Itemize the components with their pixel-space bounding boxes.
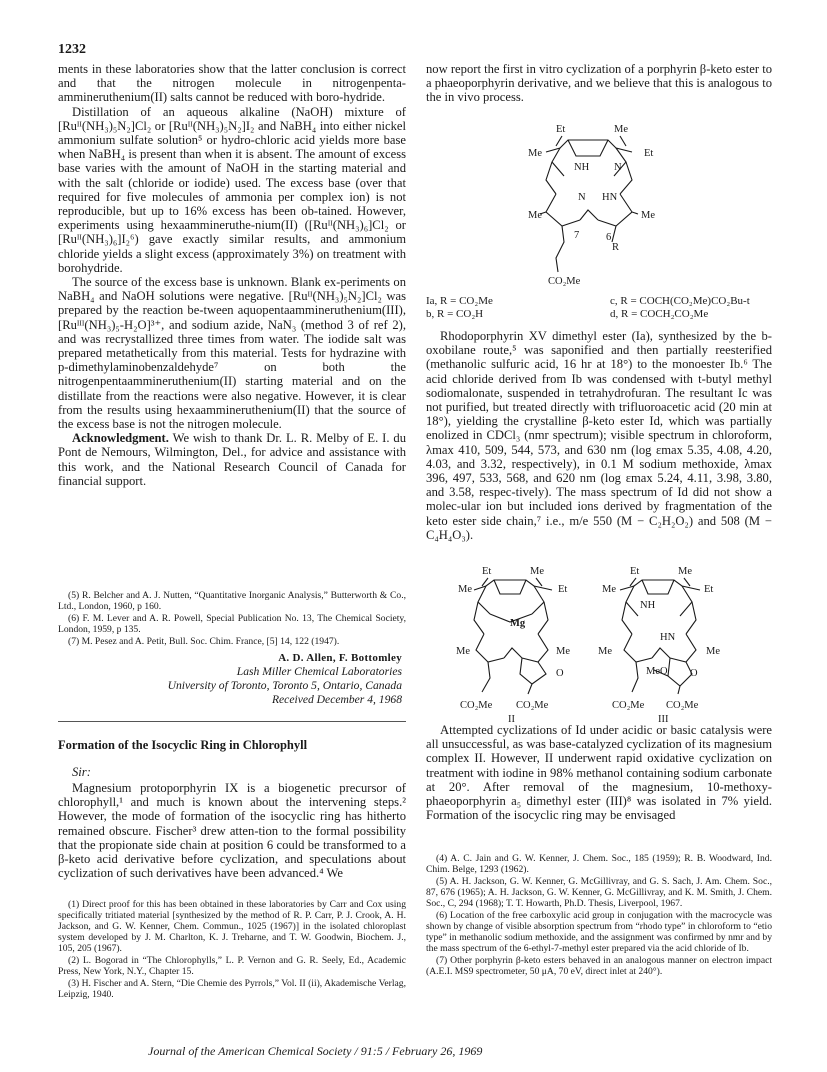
- paragraph: ments in these laboratories show that the latter conclusion is correct and that the nitrogen molecule in nitrogenpenta-ammineruthenium(II) salts cannot be reduced with boro-hydride.: [58, 62, 406, 105]
- structure-label: Me: [678, 566, 692, 577]
- footnote: (5) R. Belcher and A. J. Nutten, “Quantitative Inorganic Analysis,” Butterworth & Co., Ltd., London, 1960, p 160.: [58, 590, 406, 612]
- structure-label: O: [556, 668, 564, 679]
- caption-Ib: b, R = CO₂H: [426, 308, 484, 320]
- structure-label: N: [614, 162, 622, 173]
- structure-label: CO₂Me: [548, 276, 581, 287]
- journal-footer: Journal of the American Chemical Society / 91:5 / February 26, 1969: [148, 1044, 483, 1058]
- caption-Ia: Ia, R = CO₂Me: [426, 295, 493, 307]
- structure-label: MeO: [646, 666, 668, 677]
- caption-Id: d, R = COCH₂CO₂Me: [610, 308, 709, 320]
- structure-label: HN: [660, 632, 676, 643]
- structure-label: Me: [614, 124, 628, 135]
- divider: [58, 721, 406, 722]
- structure-label: Me: [528, 148, 542, 159]
- structure-label: Me: [598, 646, 612, 657]
- structure-label: CO₂Me: [612, 700, 645, 711]
- structure-label: Me: [528, 210, 542, 221]
- left-column-top: [58, 62, 406, 488]
- structure-I-diagram: [516, 118, 696, 290]
- structure-label: 6: [606, 232, 612, 243]
- paragraph: Distillation of an aqueous alkaline (NaOH) mixture of [Ruᴵᴵ(NH₃)₅N₂]Cl₂ or [Ruᴵᴵ(NH₃)₅N₂]I₂ and NaBH₄ into either nickel ammonium sulfate solution⁵ or hydro-chloric acid yields more base when NaBH₄ is present than when it is absent. The amount of excess base varies with the amount of NaOH in the starting material and with the salt (chloride or iodide) used. The excess base (over that required for five molecules of ammonia per complex ion) is not reproducible, but up to 16% excess has been ob-tained. However, experiments using hexaammineruthe-nium(II) ([Ruᴵᴵ(NH₃)₆]Cl₂ or [Ruᴵᴵ(NH₃)₆]I₂⁶) gave exactly similar results, and ammonium chloride yields a slight excess (approximately 3%) on treatment with borohydride.: [58, 104, 406, 275]
- footnote: (7) Other porphyrin β-keto esters behaved in an analogous manner on electron impact (A.E.I. MS9 spectrometer, 50 μA, 70 eV, direct inlet at 240°).: [426, 955, 772, 977]
- page-number: 1232: [58, 42, 86, 57]
- footnote: (6) Location of the free carboxylic acid group in conjugation with the macrocycle was shown by change of visible absorption spectrum from “rhodo type” in chloroform to “etio type” in methanolic sodium methoxide, and the assignment was confirmed by nmr and by the mass spectrum of the 6-ethyl-7-methyl ester prepared via the acid chloride of Ib.: [426, 910, 772, 954]
- left-column-bottom: [58, 781, 406, 880]
- acknowledgment-label: Acknowledgment.: [72, 431, 169, 446]
- structure-label: CO₂Me: [460, 700, 493, 711]
- structure-label: CO₂Me: [516, 700, 549, 711]
- caption-Ic: c, R = COCH(CO₂Me)CO₂Bu-t: [610, 295, 750, 307]
- footnote: (7) M. Pesez and A. Petit, Bull. Soc. Chim. France, [5] 14, 122 (1947).: [68, 636, 340, 647]
- left-footnotes-top: [58, 590, 406, 648]
- acknowledgment-text: We wish to thank Dr. L. R. Melby of E. I. du Pont de Nemours, Wilmington, Del., for advice and assistance with this work, and the National Research Council of Canada for financial support.: [58, 431, 406, 488]
- footnote: (4) A. C. Jain and G. W. Kenner, J. Chem. Soc., 185 (1959); R. B. Woodward, Ind. Chim. Belge, 1293 (1962).: [426, 853, 772, 875]
- structure-label: Me: [706, 646, 720, 657]
- structure-label: Et: [558, 584, 568, 595]
- structure-label: O: [690, 668, 698, 679]
- structure-label: Me: [458, 584, 472, 595]
- structure-label: HN: [602, 192, 618, 203]
- author-names: A. D. Allen, F. Bottomley: [278, 652, 402, 664]
- structure-label: Et: [644, 148, 654, 159]
- structure-label: R: [612, 242, 620, 253]
- bond: [474, 578, 552, 590]
- structure-label: 7: [574, 230, 580, 241]
- laboratory: Lash Miller Chemical Laboratories: [236, 665, 402, 678]
- bond: [482, 648, 546, 694]
- article-title: Formation of the Isocyclic Ring in Chlorophyll: [58, 738, 308, 752]
- signature-block: [58, 651, 402, 707]
- footnote: (3) H. Fischer and A. Stern, “Die Chemie des Pyrrols,” Vol. II (ii), Akademische Verlag, Leipzig, 1940.: [58, 978, 406, 1000]
- left-footnotes-bottom: [58, 899, 406, 1001]
- structure-III-diagram: [594, 562, 744, 725]
- structure-label: Et: [482, 566, 492, 577]
- structure-label: N: [578, 192, 586, 203]
- structure-label: Et: [630, 566, 640, 577]
- structure-label: Me: [556, 646, 570, 657]
- bond: [620, 578, 700, 590]
- paragraph: now report the first in vitro cyclization of a porphyrin β-keto ester to a phaeoporphyrin derivative, and we believe that this is analogous to the in vivo process.: [426, 62, 772, 105]
- right-column-bottom: [426, 723, 772, 822]
- structure-label: CO₂Me: [666, 700, 699, 711]
- structure-label: II: [508, 714, 515, 725]
- paragraph: The source of the excess base is unknown. Blank ex-periments on NaBH₄ and NaOH solutions were negative. [Ruᴵᴵ(NH₃)₅N₂]Cl₂ was prepared by the reaction be-tween aquopentaammineruthenium(III), [Ruᴵᴵᴵ(NH₃)₅-H₂O]³⁺, and sodium azide, NaN₃ (method 3 of ref 2), and was recrystallized three times from water. The iodide salt was prepared metathetically from this material. Tests for hydrazine with p-dimethylaminobenzaldehyde⁷ on both the nitrogenpentaammineruthenium(II) starting material and on the distillate from the reactions were also negative. However, it is clear from the results using hexaammineruthenium(II) that the source of the excess base is not the nitrogen molecule.: [58, 275, 406, 432]
- received-date: Received December 4, 1968: [271, 693, 402, 706]
- structure-label: Me: [602, 584, 616, 595]
- right-column-middle: [426, 329, 772, 542]
- footnote: (2) L. Bogorad in “The Chlorophylls,” L. P. Vernon and G. R. Seely, Ed., Academic Press, New York, N.Y., Chapter 15.: [58, 955, 406, 977]
- right-column-top: [426, 62, 772, 105]
- university: University of Toronto, Toronto 5, Ontario, Canada: [167, 679, 402, 692]
- footnote: (5) A. H. Jackson, G. W. Kenner, G. McGillivray, and G. S. Sach, J. Am. Chem. Soc., 87, 676 (1965); A. H. Jackson, G. W. Kenner, G. McGillivray, and K. M. Smith, J. Chem. Soc., C, 294 (1968); T. T. Howarth, Ph.D. Thesis, Liverpool, 1967.: [426, 876, 772, 909]
- paragraph: Magnesium protoporphyrin IX is a biogenetic precursor of chlorophyll,¹ and much is known about the intervening steps.² However, the mode of formation of the isocyclic ring has hitherto remained obscure. Fischer³ drew atten-tion to the formal possibility that the propionate side chain at position 6 could be transformed to a β-keto acid derivative before cyclization, and speculations about cyclization of such derivatives have been advanced.⁴ We: [58, 781, 406, 881]
- structure-label: NH: [574, 162, 590, 173]
- structure-label: Et: [556, 124, 566, 135]
- structure-label: Me: [641, 210, 655, 221]
- paragraph: Attempted cyclizations of Id under acidic or basic catalysis were all unsuccessful, as was base-catalyzed cyclization of its magnesium complex II. However, II underwent rapid oxidative cyclization on treatment with iodine in 98% methanol containing sodium carbonate at 20°. After removal of the magnesium, 10-methoxy-phaeoporphyrin a₅ dimethyl ester (III)⁸ was isolated in 7% yield. Formation of the isocyclic ring may be envisaged: [426, 723, 772, 823]
- structure-label: Et: [704, 584, 714, 595]
- footnote: (1) Direct proof for this has been obtained in these laboratories by Carr and Cox using specifically tritiated material [synthesized by the method of R. P. Carr, P. J. Crook, A. H. Jackson, and G. W. Kenner, Chem. Commun., 1025 (1967)] in the isolated chloroplast system developed by J. M. Charlton, K. J. Treharne, and T. W. Goodwin, Biochem. J., 105, 205 (1967).: [58, 899, 406, 954]
- structure-label: Me: [456, 646, 470, 657]
- acknowledgment: [58, 431, 406, 488]
- right-footnotes: [426, 853, 772, 978]
- structure-label: Mg: [510, 618, 526, 629]
- structure-label: III: [658, 714, 669, 725]
- structure-II-diagram: [452, 562, 592, 725]
- bond: [474, 602, 548, 662]
- structure-label: Me: [530, 566, 544, 577]
- structure-label: NH: [640, 600, 656, 611]
- footnote: (6) F. M. Lever and A. R. Powell, Special Publication No. 13, The Chemical Society, London, 1959, p 135.: [58, 613, 406, 635]
- paragraph: Rhodoporphyrin XV dimethyl ester (Ia), synthesized by the b-oxobilane route,⁵ was saponified and then partially reesterified (methanolic sulfuric acid, 16 hr at 18°) to the monoester Ib.⁶ The acid chloride derived from Ib was condensed with t-butyl methyl sodiomalonate, suspended in tetrahydrofuran. The resultant Ic was not purified, but treated directly with trifluoroacetic acid (20 min at 18°), yielding the crystalline β-keto ester Id, which was partially enolized in CDCl₃ (nmr spectrum); visible spectrum in chloroform, λmax 410, 509, 544, 573, and 630 nm (log εmax 5.35, 4.08, 4.20, 4.03, and 3.32, respectively), in 0.1 M sodium methoxide, λmax 396, 497, 533, 568, and 620 nm (log εmax 5.24, 4.11, 3.98, 3.80, and 3.58, respec-tively). The mass spectrum of Id did not show a molec-ular ion but included ions derived by fragmentation of the keto ester side chain,⁷ i.e., m/e 550 (M − C₂H₂O₂) and 508 (M − C₄H₄O₃).: [426, 329, 772, 542]
- bond: [478, 580, 544, 622]
- bond: [540, 212, 638, 214]
- salutation: Sir:: [72, 765, 91, 779]
